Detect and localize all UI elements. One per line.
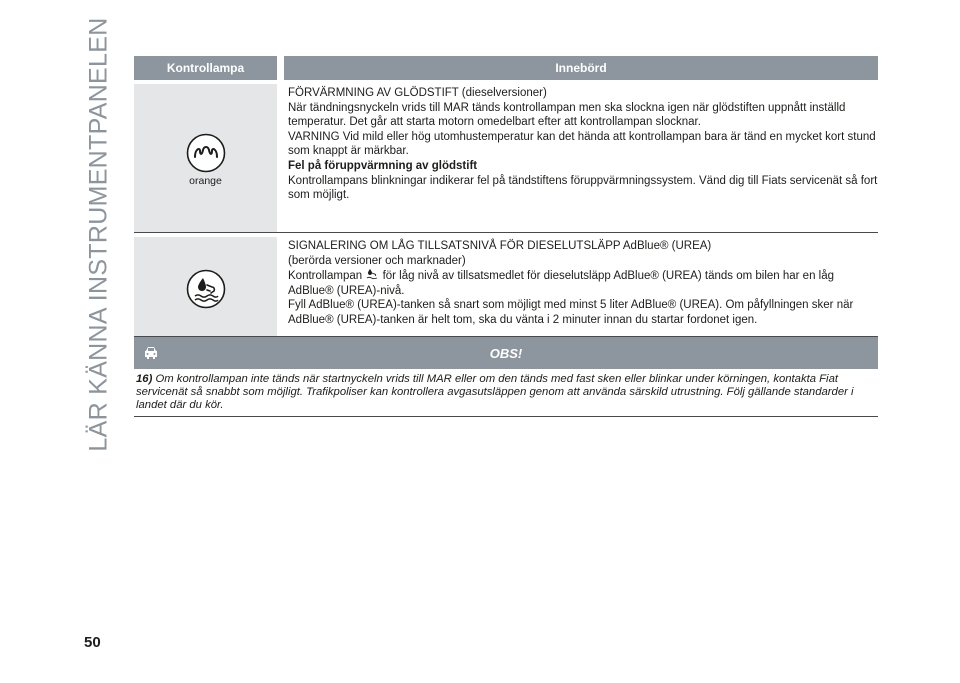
obs-title: OBS! [489,345,523,361]
fault-subheading: Fel på föruppvärmning av glödstift [288,159,478,172]
meaning-heading: SIGNALERING OM LÅG TILLSATSNIVÅ FÖR DIESELUTSLÄPP AdBlue® (UREA) [288,240,712,252]
glow-plug-icon [186,133,226,173]
column-header-innebord: Innebörd [284,56,878,80]
meaning-cell [288,84,878,232]
column-header-kontrollampa: Kontrollampa [134,56,277,80]
section-side-title [84,16,114,452]
meaning-text-pre: Kontrollampan [288,270,363,283]
note-text: Om kontrollampan inte tänds när startnyckeln vrids till MAR eller om den tänds med fast sken eller blinkar under körningen, kontakta Fiat servicenät så snabbt som möjligt. Trafikpoliser kan kontrollera avgasutsläppen genom att använda särskild utrustning. Följ gällande standarder i landet där du kör. [136,373,854,412]
obs-header [134,337,878,369]
adblue-inline-icon [366,268,378,280]
warning-light-table [134,56,878,337]
car-warning-icon [141,343,161,363]
table-header [134,56,878,80]
page-number: 50 [84,634,101,651]
lamp-cell [134,237,277,336]
section-side-title-text: LÄR KÄNNA INSTRUMENTPANELEN [84,16,113,452]
adblue-level-icon [186,269,226,309]
obs-body [134,369,878,417]
meaning-cell [288,237,878,336]
meaning-scope: (berörda versioner och marknader) [288,254,466,267]
obs-note-box [134,337,878,417]
table-row [134,84,878,233]
meaning-heading: FÖRVÄRMNING AV GLÖDSTIFT (dieselversioner) [288,87,547,99]
table-row [134,237,878,337]
lamp-color-label: orange [189,175,222,187]
warning-text: VARNING Vid mild eller hög utomhustemperatur kan det hända att kontrollampan bara är tänd en mycket kort stund som knappt är märkbar. [288,130,876,158]
refill-text: Fyll AdBlue® (UREA)-tanken så snart som möjligt med minst 5 liter AdBlue® (UREA). Om påfyllningen sker när AdBlue® (UREA)-tanken är helt tom, ska du vänta i 2 minuter innan du startar fordonet igen. [288,299,854,326]
fault-text: Kontrollampans blinkningar indikerar fel på tändstiftens föruppvärmningssystem. Vänd dig till Fiats servicenät så fort som möjligt. [288,174,878,202]
meaning-text: När tändningsnyckeln vrids till MAR tänds kontrollampan men ska slockna igen när glödstiften uppnått inställd temperatur. Det går att starta motorn omedelbart efter att kontrollampan slocknar. [288,101,846,129]
meaning-text-post: för låg nivå av tillsatsmedlet för dieselutsläpp AdBlue® (UREA) tänds om bilen har en låg AdBlue® (UREA)-nivå. [288,270,835,297]
meaning-text [288,268,878,298]
lamp-cell [134,84,277,232]
note-number: 16) [136,373,153,385]
